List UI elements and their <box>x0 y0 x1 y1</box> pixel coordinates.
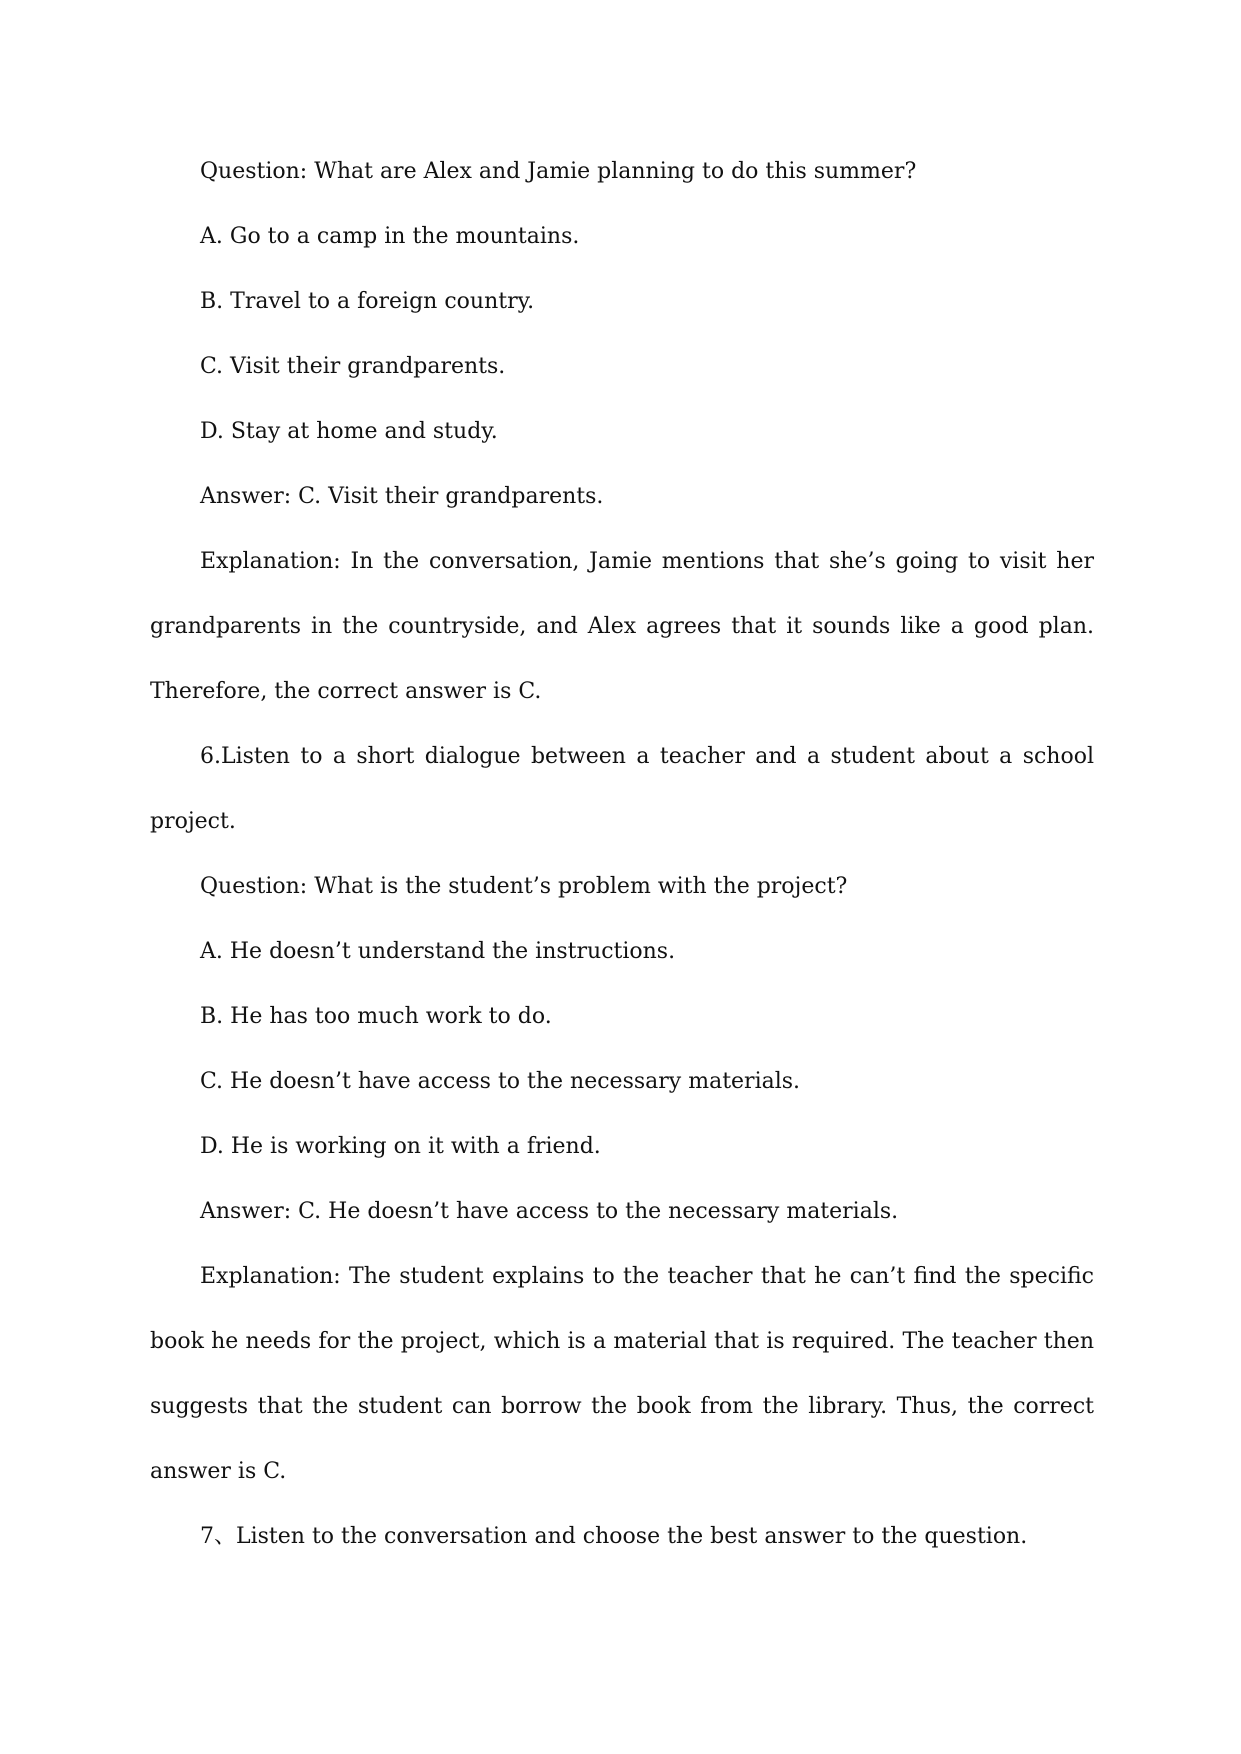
question-6-option-a: A. He doesn’t understand the instructions. <box>200 939 676 964</box>
question-5-option-a: A. Go to a camp in the mountains. <box>200 224 580 249</box>
question-6-option-b: B. He has too much work to do. <box>200 1004 552 1029</box>
question-5-answer: Answer: C. Visit their grandparents. <box>200 484 604 509</box>
question-5-text: Question: What are Alex and Jamie planning to do this summer? <box>200 159 917 184</box>
question-6-option-c: C. He doesn’t have access to the necessary materials. <box>200 1069 801 1094</box>
question-5-option-b: B. Travel to a foreign country. <box>200 289 535 314</box>
question-5-option-d: D. Stay at home and study. <box>200 419 498 444</box>
question-6-option-d: D. He is working on it with a friend. <box>200 1134 601 1159</box>
question-5-option-c: C. Visit their grandparents. <box>200 354 506 379</box>
question-6-answer: Answer: C. He doesn’t have access to the necessary materials. <box>200 1199 899 1224</box>
question-6-text: Question: What is the student’s problem with the project? <box>200 874 848 899</box>
question-5-explanation: Explanation: In the conversation, Jamie mentions that she’s going to visit her grandparents in the countryside, and Alex agrees that it sounds like a good plan. Therefore, the correct answer is C. <box>150 549 1094 704</box>
item-7-instruction: 7、Listen to the conversation and choose the best answer to the question. <box>200 1524 1028 1549</box>
item-6-instruction: 6.Listen to a short dialogue between a teacher and a student about a school project. <box>150 744 1094 834</box>
document-body <box>150 139 1094 1569</box>
question-6-explanation: Explanation: The student explains to the teacher that he can’t find the specific book he needs for the project, which is a material that is required. The teacher then suggests that the student can borrow the book from the library. Thus, the correct answer is C. <box>150 1264 1094 1484</box>
